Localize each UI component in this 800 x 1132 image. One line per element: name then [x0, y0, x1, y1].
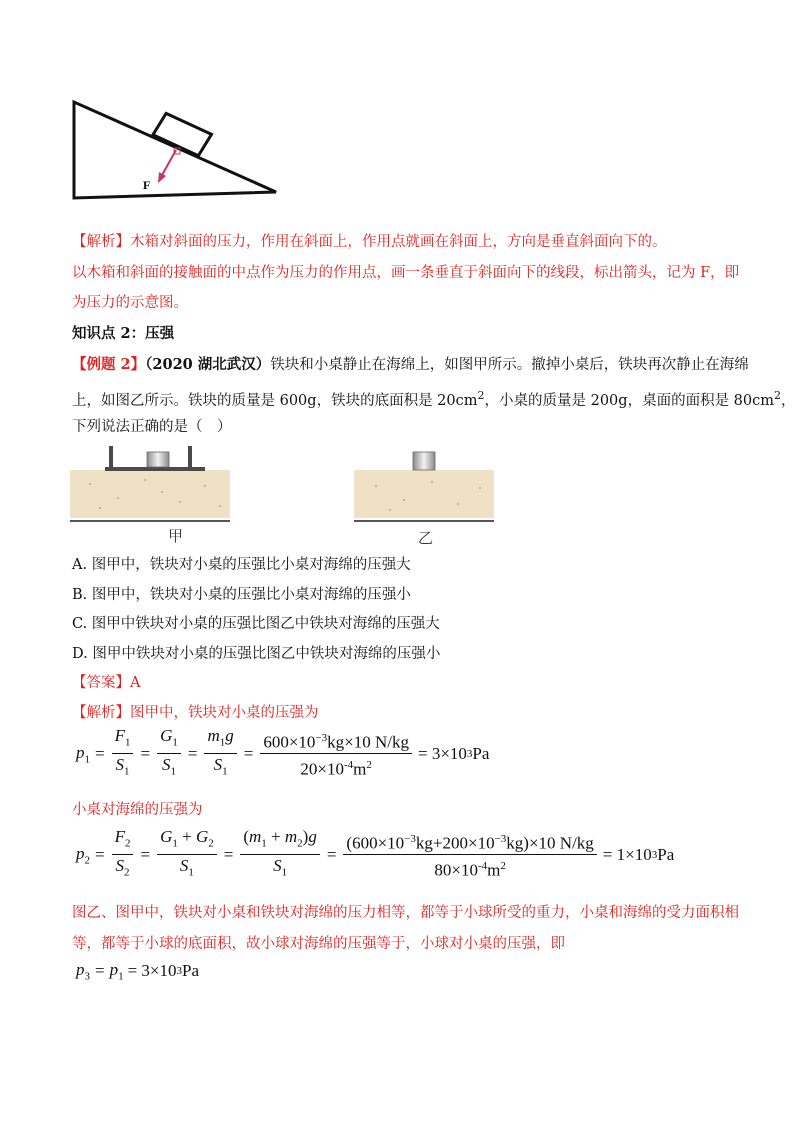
example-source: （2020 湖北武汉） [145, 356, 271, 373]
force-arrow [161, 150, 176, 177]
iron-block [147, 452, 169, 467]
figure-jia [70, 440, 230, 526]
analysis-tag: 【解析】 [72, 234, 130, 250]
answer-tag: 【答案】 [72, 675, 130, 691]
example-line2 [72, 386, 796, 411]
frac-numeric-2 [343, 829, 596, 881]
iron-block [413, 452, 435, 470]
force-label: F [143, 178, 151, 192]
formula-p2: $p_2$ = $\frac{F_2}{S_2}$ = $\frac{G_1 + G_2}{S_1}$ = $\frac{(m_1 + m_2)g}{S_1}$ = $\frac{(600\times 10^{-3}kg+200\times 10^{-3}kg)\times 10 N/kg}{80\times 10^{-4}m^2}$ = 1×10 3 Pa [76, 827, 674, 883]
option-c: C. 图甲中铁块对小桌的压强比图乙中铁块对海绵的压强大 [72, 616, 440, 632]
answer-line [72, 673, 140, 693]
f1-num-tail: kg×10 N/kg [327, 732, 409, 752]
figure-yi [354, 440, 494, 526]
option-d: D. 图甲中铁块对小桌的压强比图乙中铁块对海绵的压强小 [72, 646, 441, 662]
analysis2-line2: 小桌对海绵的压强为 [72, 802, 203, 818]
table-leg-right [188, 446, 192, 468]
f2-result: = 1×10 [602, 844, 652, 864]
analysis2-line3: 图乙、图甲中，铁块对小桌和铁块对海绵的压力相等，都等于小球所受的重力，小桌和海绵的受力面积相 [72, 905, 739, 921]
f1-den-tail: m [353, 760, 367, 780]
f2-exp-b: −3 [494, 832, 507, 845]
analysis-text: 木箱对斜面的压力，作用在斜面上，作用点就画在斜面上，方向是垂直斜面向下的。 [130, 234, 667, 250]
example-text-c: ， [781, 392, 796, 409]
f3-unit: Pa [182, 961, 200, 981]
answer-value: A [130, 675, 141, 691]
incline-figure [60, 90, 290, 210]
example-line1 [72, 355, 749, 375]
analysis1-line2: 以木箱和斜面的接触面的中点作为压力的作用点，画一条垂直于斜面向下的线段，标出箭头，记为 F，即 [72, 265, 740, 281]
analysis-tag: 【解析】 [72, 705, 130, 721]
var-p3: $p_3$ [76, 960, 90, 983]
section-title: 知识点 2：压强 [72, 325, 175, 342]
example-text-a: 上，如图乙所示。铁块的质量是 600g，铁块的底面积是 20cm [72, 392, 478, 409]
f3-result: = 3×10 [127, 961, 177, 981]
frac-m1m2g-s1: $\frac{(m_1 + m_2)g}{S_1}$ [240, 827, 320, 883]
option-a: A. 图甲中，铁块对小桌的压强比小桌对海绵的压强大 [72, 557, 411, 573]
f1-unit: Pa [472, 743, 490, 763]
sq-exp: 2 [500, 860, 506, 873]
var-p2: $p_2$ [76, 843, 90, 867]
var-p1b: $p_1$ [109, 960, 124, 983]
f2-num-tail: kg)×10 N/kg [506, 833, 594, 853]
f1-num: 600×10 [263, 732, 316, 752]
caption-jia: 甲 [168, 527, 184, 545]
f2-den: 80×10 [434, 861, 478, 881]
frac-f2-s2: $\frac{F_2}{S_2}$ [112, 827, 134, 883]
f2-num: (600×10 [346, 833, 405, 853]
caption-yi: 乙 [418, 529, 434, 547]
sponge [70, 470, 230, 518]
var-p1: $p_1$ [76, 742, 90, 766]
f3-result-exp: 3 [176, 965, 183, 978]
analysis1-line3: 为压力的示意图。 [72, 295, 188, 311]
sup-2b: 2 [774, 389, 781, 402]
frac-g1g2-s1: $\frac{G_1 + G_2}{S_1}$ [157, 827, 217, 883]
frac-f1-s1: $\frac{F_1}{S_1}$ [112, 726, 134, 782]
option-b: B. 图甲中，铁块对小桌的压强比小桌对海绵的压强小 [72, 587, 411, 603]
f1-den-exp: -4 [344, 759, 354, 772]
sponge [354, 470, 494, 518]
f2-den-exp: -4 [477, 860, 488, 873]
f1-result: = 3×10 [417, 743, 467, 763]
f1-den: 20×10 [300, 760, 344, 780]
sq-exp: 2 [366, 759, 372, 772]
analysis2-line1 [72, 703, 319, 723]
f2-den-tail: m [487, 861, 501, 881]
example-line3: 下列说法正确的是（ ） [72, 419, 232, 435]
f2-num-mid: kg+200×10 [415, 833, 495, 853]
example-tag: 【例题 2】 [72, 356, 146, 373]
table-leg-left [109, 446, 113, 468]
formula-p1: $p_1$ = $\frac{F_1}{S_1}$ = $\frac{G_1}{S_1}$ = $\frac{m_1g}{S_1}$ = $\frac{600\times 10^{-3}kg\times 10 N/kg}{20\times 10^{-4}m^2}$ = 3×10 3 Pa [76, 726, 489, 782]
f2-exp-a: −3 [404, 832, 416, 845]
sup-2: 2 [477, 389, 485, 402]
example-text-b: ，小桌的质量是 200g，桌面的面积是 80cm [484, 392, 774, 409]
f2-unit: Pa [657, 844, 675, 864]
frac-g1-s1: $\frac{G_1}{S_1}$ [157, 726, 181, 782]
formula-p3: $p_3$ = $p_1$ = 3×10 3 Pa [76, 960, 200, 983]
example-text: 铁块和小桌静止在海绵上，如图甲所示。撤掉小桌后，铁块再次静止在海绵 [270, 357, 749, 373]
analysis2-line4: 等，都等于小球的底面积，故小球对海绵的压强等于，小球对小桌的压强，即 [72, 936, 565, 952]
f1-result-exp: 3 [466, 747, 473, 760]
frac-m1g-s1: $\frac{m_1g}{S_1}$ [204, 726, 236, 782]
analysis1-line1 [72, 232, 667, 252]
analysis-text: 图甲中，铁块对小桌的压强为 [130, 705, 319, 721]
frac-numeric-1 [260, 728, 412, 780]
f1-exp: −3 [315, 731, 328, 744]
f2-result-exp: 3 [651, 848, 658, 861]
